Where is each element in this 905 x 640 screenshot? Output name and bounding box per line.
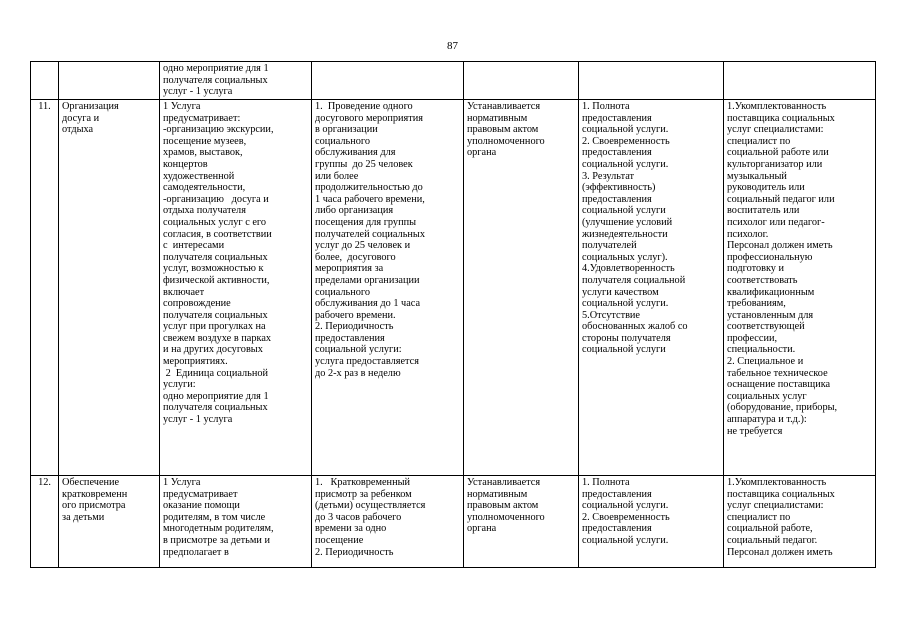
cell-text-line: получателя социальных [163, 309, 268, 321]
cell-text-line: квалификационным [727, 286, 815, 298]
cell-text-line: органа [467, 147, 497, 159]
cell-text-line: нормативным [467, 488, 528, 500]
cell-text-line: согласия, в соответствии [163, 228, 272, 240]
cost-cell [464, 476, 579, 568]
cell-text-line: концертов [163, 158, 208, 170]
cell-text-line: услуг - 1 услуга [163, 86, 233, 98]
cell-text-line: физической активности, [163, 274, 270, 286]
cell-text-line: социальной услуги: [315, 344, 402, 356]
conditions-cell [724, 100, 876, 476]
cell-text-line: 1.Укомплектованность [727, 101, 827, 112]
conditions-cell [724, 62, 876, 100]
cell-text-line: предусматривает: [163, 112, 241, 124]
cell-text-line: посещение музеев, [163, 135, 247, 147]
description-cell [160, 476, 312, 568]
cell-text-line: свежем воздухе в парках [163, 332, 272, 344]
cell-text-line: социальной услуги. [582, 158, 669, 170]
cell-text-line: 2. Специальное и [727, 356, 804, 368]
cell-text-line: кратковременн [62, 488, 128, 500]
cell-text-line: либо организация [315, 205, 394, 217]
cell-text-line: воспитатель или [727, 205, 800, 217]
cell-text-line: жизнедеятельности [582, 228, 668, 240]
cell-text-line: 4.Удовлетворенность [582, 263, 675, 275]
cell-text-line: обоснованных жалоб со [582, 321, 688, 333]
cell-text-line: включает [163, 286, 205, 298]
cell-text-line: предоставления [582, 193, 652, 205]
cell-text-line: стороны получателя [582, 332, 671, 344]
cell-text-line: услуг - 1 услуга [163, 414, 233, 426]
cell-text-line: (улучшение условий [582, 216, 673, 228]
cell-text-line: поставщика социальных [727, 488, 835, 500]
cell-text-line: посещения для группы [315, 216, 417, 228]
cell-text-line: с интересами [163, 240, 225, 252]
cell-text-line: правовым актом [467, 500, 539, 512]
cell-text-line: уполномоченного [467, 511, 545, 523]
volume-cell [312, 62, 464, 100]
quality-cell [579, 62, 724, 100]
cell-text-line: получателя социальных [163, 74, 268, 86]
description-cell [160, 62, 312, 100]
cell-text-line: 2 Единица социальной [163, 367, 268, 379]
cell-text-line: Организация [62, 101, 119, 112]
cell-text-line: 2. Своевременность [582, 135, 670, 147]
cell-text-line: и на других досуговых [163, 344, 263, 356]
cell-text-line: одно мероприятие для 1 [163, 63, 269, 74]
cell-text-line: предполагает в [163, 546, 229, 558]
cell-text-line: 1 Услуга [163, 477, 201, 488]
cell-text-line: специалист по [727, 511, 791, 523]
cell-text-line: многодетным родителям, [163, 523, 274, 535]
cell-text-line: руководитель или [727, 182, 805, 194]
cell-text-line: социальной услуги. [582, 124, 669, 136]
cell-text-line: Персонал должен иметь [727, 546, 833, 558]
cell-text-line: сопровождение [163, 298, 231, 310]
cell-text-line: социальной услуги. [582, 298, 669, 310]
cell-text-line: обслуживания до 1 часа [315, 298, 421, 310]
cell-text-line: (эффективность) [582, 182, 656, 194]
cell-text-line: услуг при прогулках на [163, 321, 266, 333]
quality-cell [579, 476, 724, 568]
cell-text-line: услуги качеством [582, 286, 659, 298]
cell-text-line: аппаратура и т.д.): [727, 414, 807, 426]
cell-text-line: отдыха получателя [163, 205, 246, 217]
cell-text-line: более, досугового [315, 251, 396, 263]
cell-text-line: предоставления [582, 147, 652, 159]
table-row [31, 100, 876, 476]
cell-text-line: -организацию экскурсии, [163, 124, 274, 136]
cell-text-line: (оборудование, приборы, [727, 402, 838, 414]
cell-text-line: услуг до 25 человек и [315, 240, 411, 252]
cell-text-line: ого присмотра [62, 500, 126, 512]
cell-text-line: предоставления [582, 112, 652, 124]
cell-text-line: уполномоченного [467, 135, 545, 147]
cell-text-line: присмотр за ребенком [315, 488, 412, 500]
cell-text-line: художественной [163, 170, 235, 182]
page-number: 87 [447, 40, 458, 52]
cell-text-line: продолжительностью до [315, 182, 423, 194]
cell-text-line: 1. Проведение одного [315, 101, 413, 112]
cell-text-line: досуга и [62, 112, 100, 124]
cell-text-line: храмов, выставок, [163, 147, 243, 159]
cost-cell [464, 62, 579, 100]
cell-text-line: культорганизатор или [727, 158, 823, 170]
cell-text-line: психолог или педагог- [727, 216, 825, 228]
cost-cell [464, 100, 579, 476]
cell-text-line: предусматривает [163, 488, 238, 500]
cell-text-line: Устанавливается [467, 477, 541, 488]
cell-text-line: рабочего времени. [315, 309, 396, 321]
service-cell [59, 62, 160, 100]
cell-text-line: социальных услуг [727, 390, 807, 402]
cell-text-line: услуг, возможностью к [163, 263, 264, 275]
cell-text-line: 5.Отсутствие [582, 309, 641, 321]
cell-text-line: услуги: [163, 379, 196, 391]
cell-text-line: родителям, в том числе [163, 511, 266, 523]
cell-text-line: правовым актом [467, 124, 539, 136]
cell-text-line: социальных услуг). [582, 251, 668, 263]
cell-text-line: мероприятия за [315, 263, 384, 275]
cell-text-line: поставщика социальных [727, 112, 835, 124]
table-row [31, 62, 876, 100]
cell-text-line: социальной услуги [582, 205, 666, 217]
cell-text-line: -организацию досуга и [163, 193, 269, 205]
cell-text-line: нормативным [467, 112, 528, 124]
cell-text-line: самодеятельности, [163, 182, 246, 194]
cell-text-line: мероприятиях. [163, 356, 228, 368]
volume-cell [312, 100, 464, 476]
cell-text-line: специальности. [727, 344, 796, 356]
cell-text-line: предоставления [315, 332, 385, 344]
cell-text-line: обслуживания для [315, 147, 396, 159]
cell-text-line: предоставления [582, 488, 652, 500]
cell-text-line: профессиональную [727, 251, 813, 263]
cell-text-line: получателя социальных [163, 251, 268, 263]
cell-text-line: за детьми [62, 511, 105, 523]
cell-text-line: не требуется [727, 425, 783, 437]
cell-text-line: 1. Полнота [582, 477, 630, 488]
table-row [31, 476, 876, 568]
cell-text-line: Персонал должен иметь [727, 240, 833, 252]
cell-text-line: получателя социальной [582, 274, 686, 286]
service-cell [59, 476, 160, 568]
cell-text-line: социальной работе, [727, 523, 813, 535]
service-cell [59, 100, 160, 476]
cell-text-line: органа [467, 523, 497, 535]
cell-text-line: услуг специалистами: [727, 124, 824, 136]
cell-text-line: до 3 часов рабочего [315, 511, 402, 523]
cell-text-line: соответствующей [727, 321, 805, 333]
cell-text-line: оказание помощи [163, 500, 240, 512]
cell-text-line: или более [315, 170, 359, 182]
cell-text-line: специалист по [727, 135, 791, 147]
cell-text-line: группы до 25 человек [315, 158, 413, 170]
cell-text-line: (детьми) осуществляется [315, 500, 426, 512]
cell-text-line: социального [315, 135, 371, 147]
cell-text-line: предоставления [582, 523, 652, 535]
cell-text-line: социальной услуги. [582, 534, 669, 546]
cell-text-line: установленным для [727, 309, 814, 321]
cell-text-line: 2. Периодичность [315, 321, 394, 333]
cell-text-line: 1 часа рабочего времени, [315, 193, 425, 205]
cell-text-line: социальных услуг с его [163, 216, 267, 228]
cell-text-line: получателя социальных [163, 402, 268, 414]
cell-text-line: 1.Укомплектованность [727, 477, 827, 488]
cell-text-line: социальный педагог. [727, 534, 818, 546]
cell-text-line: социального [315, 286, 371, 298]
cell-text-line: 1. Полнота [582, 101, 630, 112]
cell-text-line: посещение [315, 534, 364, 546]
cell-text-line: социальной услуги [582, 344, 666, 356]
cell-text-line: профессии, [727, 332, 778, 344]
cell-text-line: музыкальный [727, 170, 787, 182]
row-number-cell [31, 62, 59, 100]
cell-text-line: соответствовать [727, 274, 798, 286]
cell-text-line: одно мероприятие для 1 [163, 390, 269, 402]
cell-text-line: услуг специалистами: [727, 500, 824, 512]
cell-text-line: Обеспечение [62, 477, 120, 488]
cell-text-line: получателей социальных [315, 228, 425, 240]
cell-text-line: Устанавливается [467, 101, 541, 112]
cell-text-line: услуга предоставляется [315, 356, 419, 368]
cell-text-line: оснащение поставщика [727, 379, 831, 391]
cell-text-line: досугового мероприятия [315, 112, 424, 124]
cell-text-line: 1. Кратковременный [315, 477, 411, 488]
cell-text-line: 3. Результат [582, 170, 635, 182]
cell-text-line: до 2-х раз в неделю [315, 367, 401, 379]
cell-text-line: времени за одно [315, 523, 387, 535]
cell-text-line: социальный педагог или [727, 193, 835, 205]
cell-text-line: отдыха [62, 124, 94, 136]
cell-text-line: в присмотре за детьми и [163, 534, 270, 546]
quality-cell [579, 100, 724, 476]
cell-text-line: социальной работе или [727, 147, 829, 159]
cell-text-line: 2. Своевременность [582, 511, 670, 523]
conditions-cell [724, 476, 876, 568]
cell-text-line: табельное техническое [727, 367, 828, 379]
volume-cell [312, 476, 464, 568]
cell-text-line: психолог. [727, 228, 769, 240]
row-number-cell: 11. [31, 100, 59, 476]
services-table [30, 61, 876, 568]
cell-text-line: 2. Периодичность [315, 546, 394, 558]
cell-text-line: пределами организации [315, 274, 420, 286]
cell-text-line: социальной услуги. [582, 500, 669, 512]
cell-text-line: в организации [315, 124, 378, 136]
description-cell [160, 100, 312, 476]
cell-text-line: подготовку и [727, 263, 785, 275]
cell-text-line: требованиям, [727, 298, 786, 310]
row-number-cell: 12. [31, 476, 59, 568]
cell-text-line: 1 Услуга [163, 101, 201, 112]
cell-text-line: получателей [582, 240, 637, 252]
